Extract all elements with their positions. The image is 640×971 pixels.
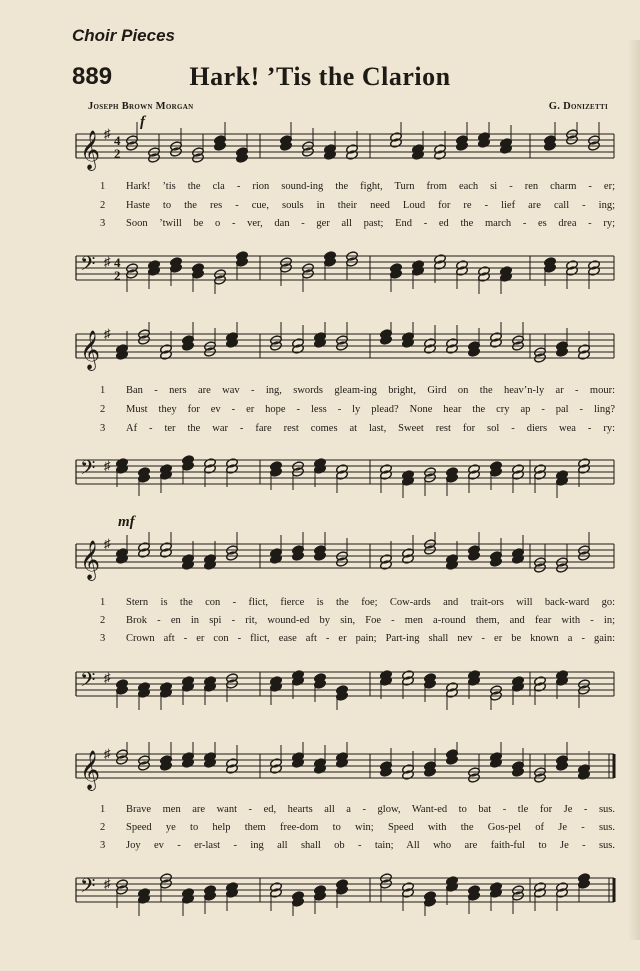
svg-text:♯: ♯ bbox=[104, 876, 111, 891]
svg-text:♯: ♯ bbox=[104, 126, 111, 141]
treble-staff-3 bbox=[70, 532, 618, 582]
svg-text:𝄞: 𝄞 bbox=[80, 540, 101, 580]
svg-text:𝄢: 𝄢 bbox=[80, 456, 96, 484]
svg-text:♯: ♯ bbox=[104, 746, 111, 761]
svg-text:2: 2 bbox=[114, 146, 121, 161]
verse-line: 3 Soon ’twill be o - ver, dan - ger all past; End - ed the march - es drea - ry; bbox=[100, 218, 615, 229]
svg-text:𝄢: 𝄢 bbox=[80, 668, 96, 696]
bass-staff-4 bbox=[70, 866, 618, 916]
svg-text:𝄞: 𝄞 bbox=[80, 330, 101, 370]
bass-staff-3 bbox=[70, 660, 618, 710]
treble-staff-1 bbox=[70, 122, 618, 172]
verse-line: 2 Haste to the res - cue, souls in their need Loud for re - lief are call - ing; bbox=[100, 200, 615, 211]
svg-text:♯: ♯ bbox=[104, 458, 111, 473]
author-credit: Joseph Brown Morgan bbox=[88, 101, 194, 112]
bass-staff-2 bbox=[70, 448, 618, 498]
svg-text:𝄢: 𝄢 bbox=[80, 252, 96, 280]
svg-text:4: 4 bbox=[114, 133, 121, 148]
dynamic-mezzo-forte: mf bbox=[118, 514, 135, 530]
verse-line: 1 Brave men are want - ed, hearts all a - glow, Want-ed to bat - tle for Je - sus. bbox=[100, 804, 615, 815]
verse-line: 2 Speed ye to help them free-dom to win; Speed with the Gos-pel of Je - sus. bbox=[100, 822, 615, 833]
composer-credit: G. Donizetti bbox=[548, 101, 608, 112]
verse-line: 3 Joy ev - er-last - ing all shall ob - tain; All who are faith-ful to Je - sus. bbox=[100, 840, 615, 851]
verse-line: 1 Stern is the con - flict, fierce is the foe; Cow-ards and trait-ors will back-ward go: bbox=[100, 597, 615, 608]
bass-staff-1 bbox=[70, 244, 618, 294]
page-edge-shadow bbox=[628, 40, 640, 940]
verse-line: 1 Ban - ners are wav - ing, swords gleam-ing bright, Gird on the heav’n-ly ar - mour: bbox=[100, 385, 615, 396]
verse-line: 2 Must they for ev - er hope - less - ly plead? None hear the cry ap - pal - ling? bbox=[100, 404, 615, 415]
dynamic-forte: f bbox=[140, 114, 145, 130]
verse-line: 3 Af - ter the war - fare rest comes at last, Sweet rest for sol - diers wea - ry: bbox=[100, 423, 615, 434]
verse-line: 3 Crown aft - er con - flict, ease aft - er pain; Part-ing shall nev - er be known a - gain: bbox=[100, 633, 615, 644]
svg-text:♯: ♯ bbox=[104, 254, 111, 269]
svg-text:𝄢: 𝄢 bbox=[80, 874, 96, 902]
hymn-title: Hark! ’Tis the Clarion bbox=[189, 62, 451, 91]
svg-text:♯: ♯ bbox=[104, 536, 111, 551]
verse-line: 2 Brok - en in spi - rit, wound-ed by sin, Foe - men a-round them, and fear with - in; bbox=[100, 615, 615, 626]
verse-line: 1 Hark! ’tis the cla - rion sound-ing the fight, Turn from each si - ren charm - er; bbox=[100, 181, 615, 192]
svg-text:♯: ♯ bbox=[104, 326, 111, 341]
svg-text:𝄞: 𝄞 bbox=[80, 750, 101, 790]
section-title: Choir Pieces bbox=[72, 26, 175, 45]
svg-text:4: 4 bbox=[114, 255, 121, 270]
hymn-number: 889 bbox=[72, 63, 113, 90]
treble-staff-4 bbox=[70, 742, 618, 792]
treble-staff-2 bbox=[70, 322, 618, 372]
svg-text:♯: ♯ bbox=[104, 670, 111, 685]
svg-text:2: 2 bbox=[114, 268, 121, 283]
svg-text:𝄞: 𝄞 bbox=[80, 130, 101, 170]
